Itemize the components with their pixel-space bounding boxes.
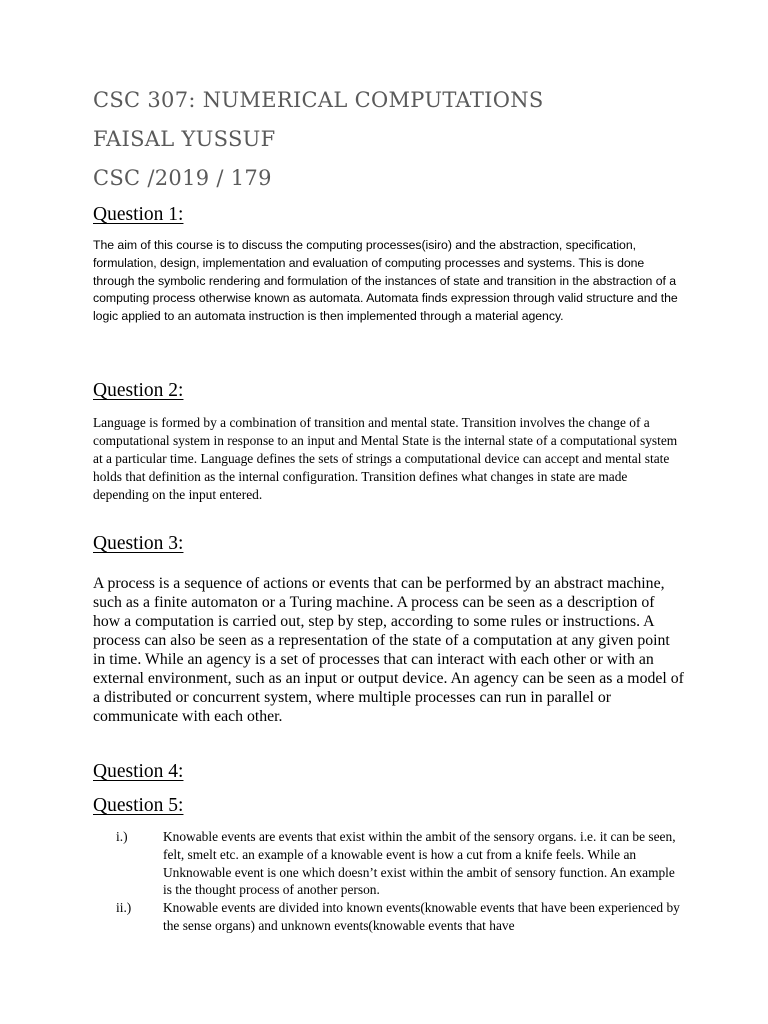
course-title: CSC 307: NUMERICAL COMPUTATIONS (93, 88, 544, 112)
question-5-heading: Question 5: (93, 795, 184, 816)
list-marker: i.) (116, 829, 128, 844)
list-item (93, 828, 683, 899)
student-name: FAISAL YUSSUF (93, 127, 276, 151)
list-item-text: Knowable events are divided into known events(knowable events that have been experienced by the sense organs) and unknown events(knowable events that have (163, 900, 680, 933)
question-2-heading: Question 2: (93, 380, 184, 401)
student-id: CSC /2019 / 179 (93, 166, 272, 190)
question-4-heading: Question 4: (93, 761, 184, 782)
question-3-answer: A process is a sequence of actions or events that can be performed by an abstract machine, such as a finite automaton or a Turing machine. A process can be seen as a description of how a computation is carried out, step by step, according to some rules or instructions. A process can also be seen as a representation of the state of a computation at any given point in time. While an agency is a set of processes that can interact with each other or with an external environment, such as an input or output device. An agency can be seen as a model of a distributed or concurrent system, where multiple processes can run in parallel or communicate with each other. (93, 575, 684, 725)
question-1-answer: The aim of this course is to discuss the computing processes(isiro) and the abstraction, specification, formulation, design, implementation and evaluation of computing processes and systems. This is done through the symbolic rendering and formulation of the instances of state and transition in the abstraction of a computing process otherwise known as automata. Automata finds expression through valid structure and the logic applied to an automata instruction is then implemented through a material agency. (93, 238, 678, 324)
list-item (93, 899, 683, 935)
question-2-answer: Language is formed by a combination of transition and mental state. Transition involves the change of a computational system in response to an input and Mental State is the internal state of a computational system at a particular time. Language defines the sets of strings a computational device can accept and mental state holds that definition as the internal configuration. Transition defines what changes in state are made depending on the input entered. (93, 415, 678, 502)
question-1-heading: Question 1: (93, 204, 184, 225)
list-item-text: Knowable events are events that exist within the ambit of the sensory organs. i.e. it can be seen, felt, smelt etc. an example of a knowable event is how a cut from a knife feels. While an Unknowable event is one which doesn’t exist within the ambit of sensory function. An example is the thought process of another person. (163, 829, 676, 898)
question-5-list (93, 828, 683, 935)
list-marker: ii.) (116, 900, 132, 916)
question-3-heading: Question 3: (93, 533, 184, 554)
